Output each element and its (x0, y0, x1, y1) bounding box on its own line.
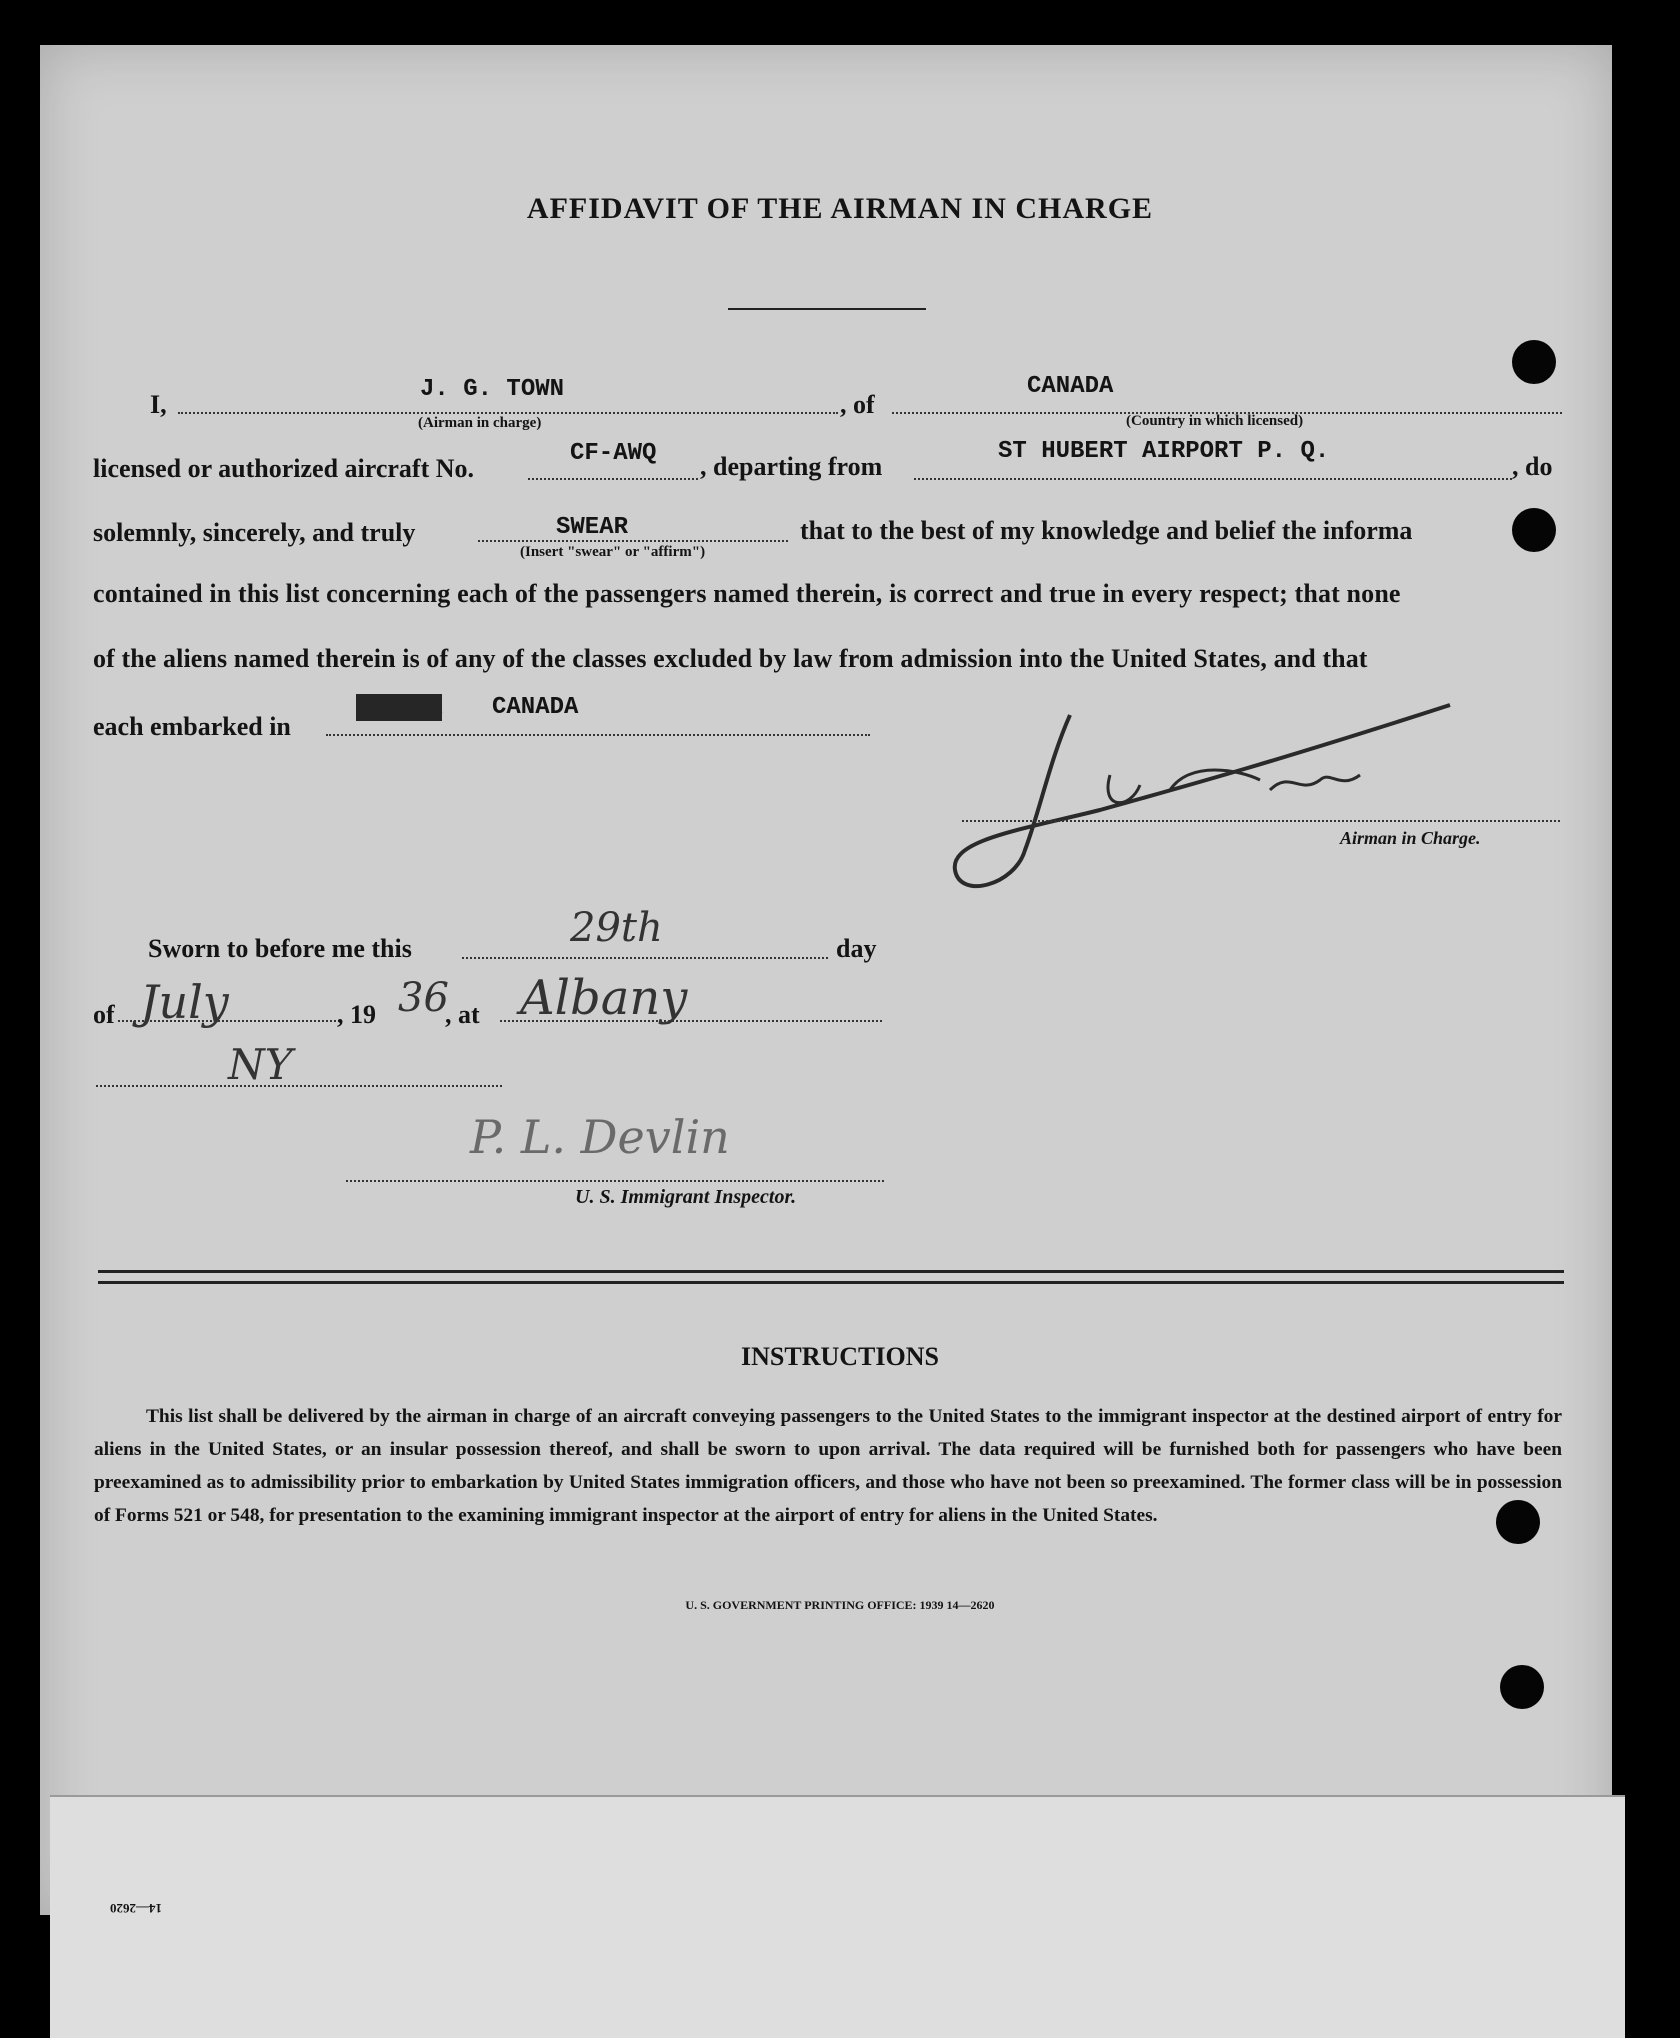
aircraft-no: CF-AWQ (570, 440, 657, 467)
sworn-place-state: NY (228, 1040, 293, 1089)
do-label: , do (1512, 452, 1553, 481)
i-prefix: I, (150, 390, 167, 419)
of-month-label: of (93, 1000, 115, 1029)
airman-name: J. G. TOWN (420, 376, 565, 403)
instructions-body: This list shall be delivered by the airman in charge of an aircraft conveying passengers to the United States to the immigrant inspector at the destined airport of entry for aliens in the United States, or an insular possession thereof, and shall be sworn to upon arrival. The data required will be furnished both for passengers who have been preexamined as to admissibility prior to embarkation by United States immigration officers, and those who have not been so preexamined. The former class will be in possession of Forms 521 or 548, for presentation to the examining immigrant inspector at the airport of entry for aliens in the United States. (94, 1406, 1562, 1526)
at-label: , at (445, 1000, 480, 1029)
line4: contained in this list concerning each of the passengers named therein, is correct and true in every respect; that none (93, 579, 1401, 608)
day-label: day (836, 934, 877, 963)
line3-prefix: solemnly, sincerely, and truly (93, 518, 416, 547)
underlying-form-number: 14—2620 (110, 1901, 162, 1916)
departure: ST HUBERT AIRPORT P. Q. (998, 438, 1330, 465)
title-rule (728, 308, 926, 310)
sworn-year: 36 (398, 975, 449, 1021)
sworn-day: 29th (570, 905, 663, 951)
of-label: , of (840, 390, 875, 419)
airman-signature-scribble (940, 700, 1500, 910)
departure-line (914, 478, 1512, 480)
country-caption: (Country in which licensed) (1126, 413, 1304, 429)
airman-caption: (Airman in charge) (418, 415, 542, 431)
year-prefix: , 19 (337, 1000, 376, 1029)
embarked-country: CANADA (492, 694, 579, 721)
embarked-line (326, 734, 870, 736)
day-line (462, 957, 828, 959)
inspector-signature-line (346, 1180, 884, 1182)
gpo-imprint: U. S. GOVERNMENT PRINTING OFFICE: 1939 14—2620 (685, 1598, 995, 1612)
form-title: AFFIDAVIT OF THE AIRMAN IN CHARGE (526, 192, 1154, 225)
inspector-caption: U. S. Immigrant Inspector. (575, 1186, 797, 1208)
country: CANADA (1027, 373, 1114, 400)
aircraft-no-line (528, 478, 698, 480)
inspector-signature: P. L. Devlin (470, 1110, 730, 1164)
sworn-place: Albany (520, 970, 688, 1026)
sworn-month: July (140, 975, 229, 1029)
underlying-page (50, 1795, 1625, 2038)
form-sheet (40, 45, 1612, 1915)
oath-caption: (Insert "swear" or "affirm") (520, 544, 706, 560)
line6-prefix: each embarked in (93, 712, 291, 741)
instructions-title: INSTRUCTIONS (741, 1342, 939, 1371)
oath: SWEAR (556, 514, 629, 541)
place-line-2 (96, 1085, 502, 1087)
line2-prefix: licensed or authorized aircraft No. (93, 454, 475, 483)
airman-name-line (178, 412, 838, 414)
sworn-prefix: Sworn to before me this (148, 934, 412, 963)
oath-line (478, 540, 788, 542)
departing-label: , departing from (700, 452, 883, 481)
punch-hole (1512, 508, 1556, 552)
line3-suffix: that to the best of my knowledge and belief the informa (800, 516, 1413, 545)
struck-text: XXXXXX (356, 694, 443, 721)
airman-sig-caption: Airman in Charge. (1340, 828, 1481, 848)
punch-hole (1512, 340, 1556, 384)
line5: of the aliens named therein is of any of the classes excluded by law from admission into the United States, and that (93, 644, 1368, 673)
divider-top (98, 1270, 1564, 1273)
divider-bottom (98, 1281, 1564, 1284)
punch-hole (1496, 1500, 1540, 1544)
punch-hole (1500, 1665, 1544, 1709)
airman-signature-line (962, 820, 1560, 822)
